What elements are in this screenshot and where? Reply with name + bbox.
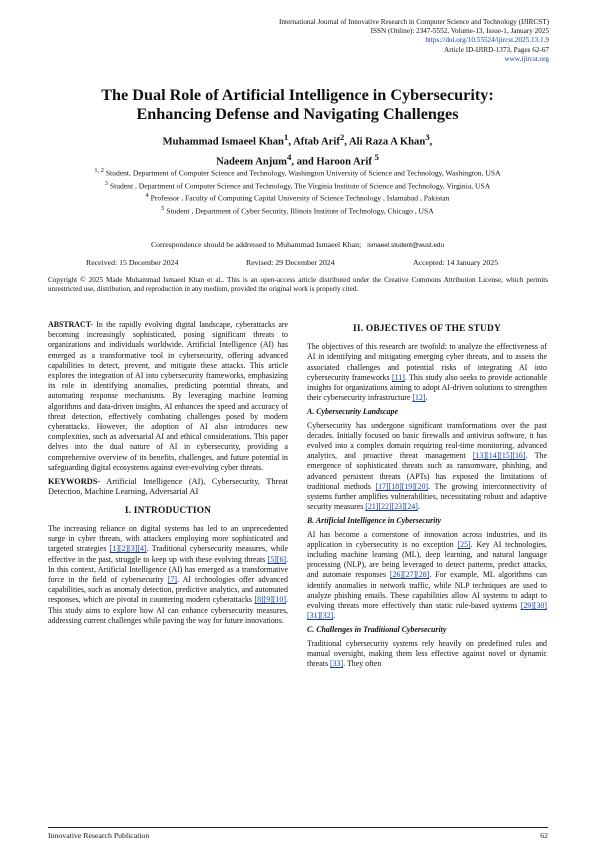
section-a-heading: A. Cybersecurity Landscape [307, 407, 398, 417]
citation-link[interactable]: [12] [412, 393, 426, 403]
citation-link[interactable]: [25] [457, 539, 471, 549]
journal-issn: ISSN (Online): 2347-5552, Volume-13, Issue-1, January 2025 [370, 27, 549, 36]
intro-paragraph: The increasing reliance on digital systems has led to an unprecedented surge in cyber threats, with attackers employing more sophisticated and targeted strategies [1][2][3][4]. Traditional cybersecurity measures, while effective in the past, struggle to keep up with these evolving threats [5][6]. In this context, Artificial Intelligence (AI) has emerged as a transformative force in the field of cybersecurity [7]. AI technologies offer advanced capabilities, such as anomaly detection, predictive analytics, and automated responses, which are pivotal in countering modern cyberattacks [8][9][10]. This study aims to explore how AI can enhance cybersecurity measures, addressing current challenges while paving the way for future innovations. [48, 524, 288, 625]
keywords-label: KEYWORDS- [48, 477, 101, 487]
doi-link[interactable]: https://doi.org/10.55524/ijircst.2025.13.1.9 [425, 36, 549, 45]
title-line-2: Enhancing Defense and Navigating Challenges [136, 105, 459, 123]
left-column [48, 320, 288, 630]
keywords [48, 477, 288, 498]
journal-header [279, 18, 549, 64]
author-1: Muhammad Ismaeel Khan [162, 136, 284, 148]
accepted-date: Accepted: 14 January 2025 [413, 258, 499, 267]
abstract [48, 320, 288, 473]
author-4-sup: 4 [286, 151, 292, 162]
author-5-sup: 5 [374, 151, 379, 162]
objectives-heading: II. OBJECTIVES OF THE STUDY [353, 324, 501, 334]
section-a-paragraph: Cybersecurity has undergone significant transformations over the past decades. Initially focused on basic firewalls and antivirus software, it has evolved into a complex domain requiring real-time monitoring, advanced analytics, and proactive threat management [13][14][15][16]. The emergence of sophisticated threats such as ransomware, phishing, and advanced persistent threats (APTs) has exposed the limitations of traditional methods [17][18][19][20]. The growing interconnectivity of systems further amplifies vulnerabilities, necessitating robust and adaptive security measures [21][22][23][24]. [307, 420, 547, 512]
affiliation-2: $^3$ Student , Department of Computer Science and Technology, The Virginia Institute of Science and Technology, Virginia, USA [104, 179, 491, 191]
affiliations [50, 166, 545, 216]
correspondence-label: Correspondence should be addressed to Muhammad Ismaeel Khan; [150, 240, 362, 249]
citation-link[interactable]: [11] [391, 372, 405, 382]
article-id: Article ID-IJIRD-1373, Pages 62-67 [444, 45, 549, 54]
copyright-notice: Copyright © 2025 Made Muhammad Ismaeel Khan et al.. This is an open-access article distributed under the Creative Commons Attribution License, which permits unrestricted use, distribution, and reproduction in any medium, provided the original work is properly cited. [48, 276, 548, 293]
author-2-sup: 2 [339, 132, 345, 142]
footer-divider [48, 827, 548, 828]
section-b-paragraph: AI has become a cornerstone of innovation across industries, and its application in cybersecurity is no exception [25]. Key AI technologies, including machine learning (ML), deep learning, and natural language processing (NLP), are being leveraged to detect patterns, predict attacks, and automate responses [26][27][28]. For example, ML algorithms can identify anomalies in network traffic, while NLP techniques are used to analyze phishing emails. These capabilities allow AI systems to adapt to evolving threats more effectively than static rule-based systems [29][30][31][32]. [307, 529, 548, 621]
correspondence-email[interactable]: ismaeel.student@wust.edu [367, 242, 445, 249]
citation-link[interactable]: [1][2][3][4] [109, 544, 147, 554]
journal-name: International Journal of Innovative Research in Computer Science and Technology (IJIRCST) [278, 18, 549, 26]
citation-link[interactable]: [33] [330, 659, 344, 669]
citation-link[interactable]: [7] [167, 575, 178, 585]
footer-publisher: Innovative Research Publication [48, 831, 150, 840]
citation-link[interactable]: [5][6] [267, 554, 287, 564]
author-2: Aftab Arif [293, 136, 340, 148]
affiliation-3: $^4$ Professor , Faculty of Computing Capital University of Science Technology , Islamabad , Pakistan [145, 192, 450, 203]
citation-link[interactable]: [17][18][19][20] [375, 481, 429, 491]
intro-heading: I. INTRODUCTION [124, 505, 212, 516]
affiliation-4: $^5$ Student , Department of Cyber Security, Illinois Institute of Technology, Chicago , USA [161, 204, 434, 216]
journal-site-link[interactable]: www.ijircst.org [504, 54, 549, 63]
section-c-paragraph: Traditional cybersecurity systems rely heavily on predefined rules and manual oversight, making them less effective against novel or dynamic threats [33]. They often [307, 638, 547, 669]
page-number: 62 [540, 831, 548, 840]
author-4: Nadeem Anjum [216, 156, 287, 168]
keywords-text: Artificial Intelligence (AI), Cybersecurity, Threat Detection, Machine Learning, Adversarial AI [48, 477, 288, 497]
author-3-sup: 3 [425, 132, 430, 142]
title-line-1: The Dual Role of Artificial Intelligence in Cybersecurity: [101, 86, 494, 104]
objectives-paragraph: The objectives of this research are twofold: to analyze the effectiveness of AI in identifying and mitigating emerging cyber threats, and to assess the associated challenges and potential risks of integrating AI into cybersecurity frameworks [11]. This study also seeks to provide actionable insights for organizations aiming to adopt AI-driven solutions to strengthen their cybersecurity infrastructure [12]. [307, 342, 547, 403]
citation-link[interactable]: [13][14][15][16] [472, 451, 526, 461]
citation-link[interactable]: [8][9][10] [254, 595, 287, 605]
author-1-sup: 1 [283, 132, 289, 142]
citation-link[interactable]: [29][30][31][32] [307, 601, 547, 621]
revised-date: Revised: 29 December 2024 [246, 258, 335, 267]
correspondence [40, 240, 555, 249]
section-c-heading: C. Challenges in Traditional Cybersecurity [307, 625, 447, 635]
received-date: Received: 15 December 2024 [86, 258, 179, 267]
author-3: Ali Raza A Khan [349, 136, 426, 148]
right-column [307, 320, 547, 673]
citation-link[interactable]: [26][27][28] [389, 570, 430, 580]
citation-link[interactable]: [21][22][23][24] [365, 502, 418, 512]
paper-title [40, 86, 555, 124]
section-b-heading: B. Artificial Intelligence in Cybersecurity [307, 516, 442, 526]
author-5: and Haroon Arif [296, 156, 372, 168]
author-list: Muhammad Ismaeel Khan$^1$, Aftab Arif$^2$, Ali Raza A Khan$^3$, Nadeem Anjum$^4$, and Haroon Arif $^5$ [162, 132, 433, 168]
abstract-text: In the rapidly evolving digital landscape, cyberattacks are becoming increasingly sophisticated, posing significant threats to organizations and individuals worldwide. Artificial Intelligence (AI) has emerged as a transformative tool in cybersecurity, offering advanced capabilities to detect, prevent, and mitigate these attacks. This article explores the integration of AI into cybersecurity frameworks, emphasizing its role in identifying anomalies, predicting potential threats, and automating response mechanisms. By leveraging machine learning algorithms and data-driven insights, AI enhances the speed and accuracy of threat detection, effectively combating challenges posed by modern cyberattacks. However, the adoption of AI also introduces new complexities, such as adversarial AI and ethical considerations. This paper delves into the dual nature of AI in cybersecurity, providing a comprehensive overview of its benefits, challenges, and future potential in safeguarding digital ecosystems against ever-evolving cyber threats. [48, 320, 288, 472]
affiliation-1: $^{1, 2}$ Student, Department of Computer Science and Technology, Washington University of Science and Technology, Washington, USA [94, 167, 501, 178]
abstract-label: ABSTRACT- [48, 320, 93, 329]
